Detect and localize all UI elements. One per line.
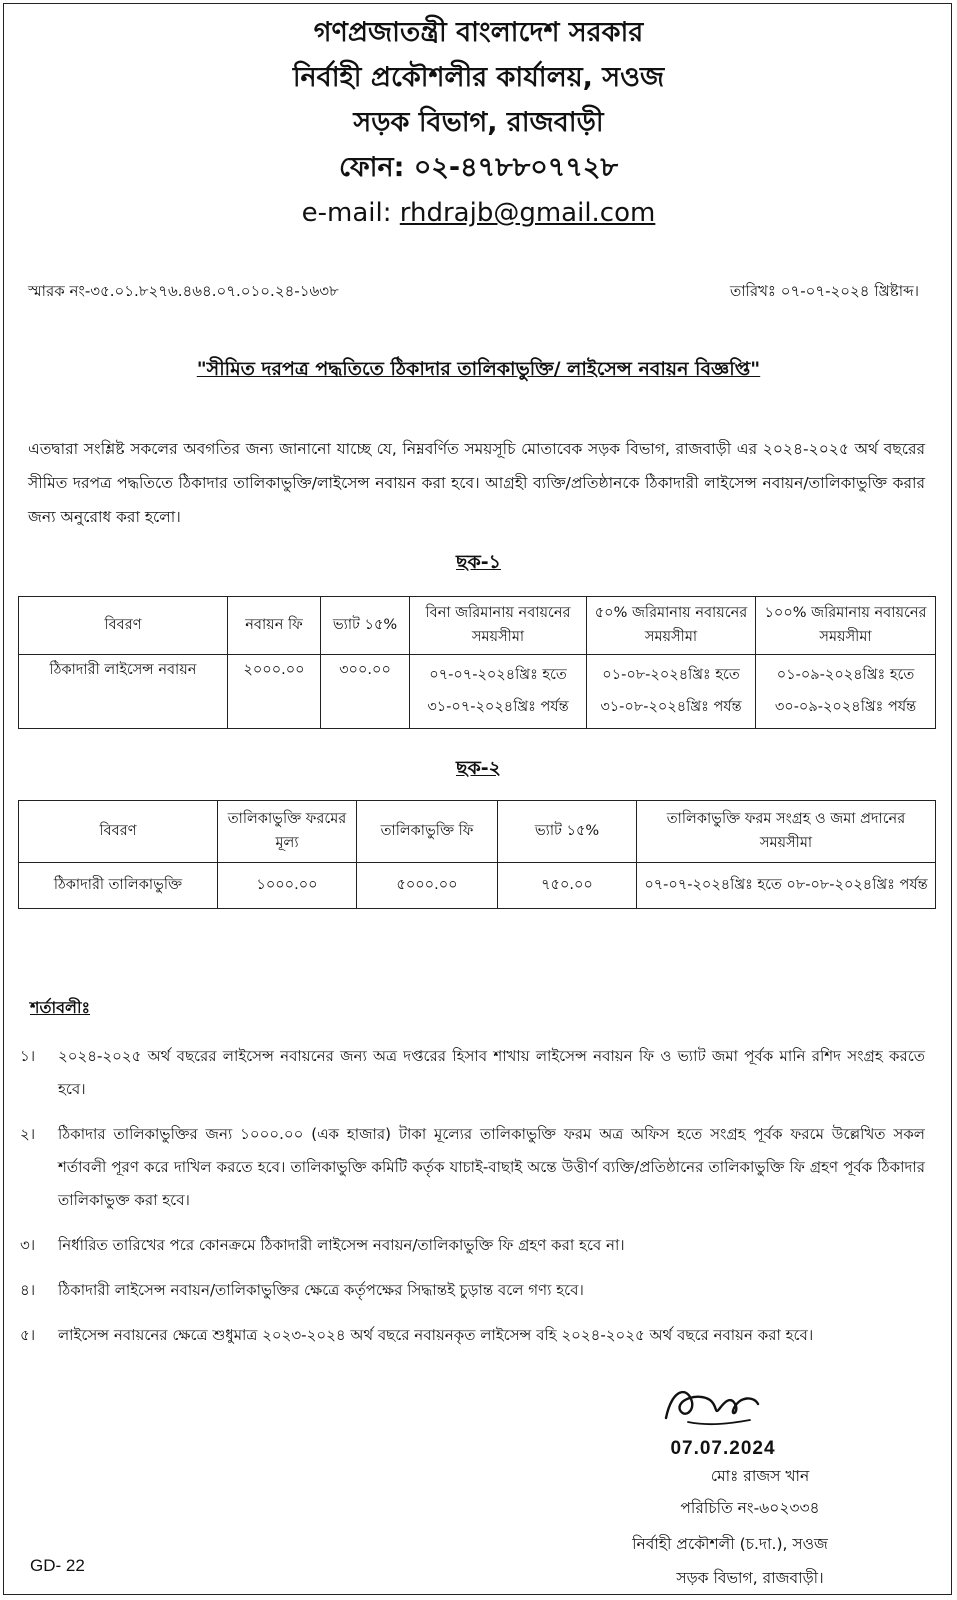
header-cell: ১০০% জরিমানায় নবায়নের সময়সীমা: [756, 597, 936, 655]
period-from: ০১-০৮-২০২৪খ্রিঃ হতে: [602, 666, 740, 683]
notice-title-text: "সীমিত দরপত্র পদ্ধতিতে ঠিকাদার তালিকাভুক্তি/ লাইসেন্স নবায়ন বিজ্ঞপ্তি": [196, 358, 761, 380]
list-item: [20, 1040, 925, 1106]
table-header-row: [19, 597, 936, 655]
table-row: [19, 655, 936, 729]
cell-fee: ৫০০০.০০: [357, 863, 498, 909]
signatory-designation: নির্বাহী প্রকৌশলী (চ.দা.), সওজ: [632, 1535, 828, 1553]
list-item: [20, 1319, 925, 1352]
cell-form-price: ১০০০.০০: [218, 863, 357, 909]
cell-period: ০৭-০৭-২০২৪খ্রিঃ হতে ০৮-০৮-২০২৪খ্রিঃ পর্যন্ত: [637, 863, 936, 909]
cell-period-100-fine: [756, 655, 936, 729]
signatory-id: পরিচিতি নং-৬০২৩৩৪: [680, 1499, 820, 1517]
intro-paragraph: এতদ্বারা সংশ্লিষ্ট সকলের অবগতির জন্য জানানো যাচ্ছে যে, নিম্নবর্ণিত সময়সূচি মোতাবেক সড়ক বিভাগ, রাজবাড়ী এর ২০২৪-২০২৫ অর্থ বছরের সীমিত দরপত্র পদ্ধতিতে ঠিকাদার তালিকাভুক্তি/লাইসেন্স নবায়ন করা হবে। আগ্রহী ব্যক্তি/প্রতিষ্ঠানকে ঠিকাদারী লাইসেন্স নবায়ন/তালিকাভুক্তি করার জন্য অনুরোধ করা হলো।: [28, 440, 925, 526]
period-to: ৩০-০৯-২০২৪খ্রিঃ পর্যন্ত: [774, 698, 917, 715]
terms-list: [20, 1040, 925, 1364]
header-phone: ফোন: ০২-৪৭৮৮০৭৭২৮: [338, 152, 618, 183]
cell-period-50-fine: [587, 655, 756, 729]
term-text: ২০২৪-২০২৫ অর্থ বছরের লাইসেন্স নবায়নের জন্য অত্র দপ্তরের হিসাব শাখায় লাইসেন্স নবায়ন ফি ও ভ্যাট জমা পূর্বক মানি রশিদ সংগ্রহ করতে হবে।: [58, 1047, 925, 1098]
term-text: লাইসেন্স নবায়নের ক্ষেত্রে শুধুমাত্র ২০২৩-২০২৪ অর্থ বছরে নবায়নকৃত লাইসেন্স বহি ২০২৪-২০২৫ অর্থ বছরে নবায়ন করা হবে।: [58, 1326, 814, 1344]
header-government: গণপ্রজাতন্ত্রী বাংলাদেশ সরকার: [313, 17, 644, 48]
term-text: নির্ধারিত তারিখের পরে কোনক্রমে ঠিকাদারী লাইসেন্স নবায়ন/তালিকাভুক্তি ফি গ্রহণ করা হবে না।: [58, 1236, 625, 1254]
period-from: ০৭-০৭-২০২৪খ্রিঃ হতে: [429, 666, 567, 683]
list-item: [20, 1274, 925, 1307]
list-item: [20, 1229, 925, 1262]
table1-caption: [0, 548, 957, 580]
header-cell: বিবরণ: [19, 801, 218, 863]
table2-caption-text: ছক-২: [455, 757, 502, 779]
term-text: ঠিকাদার তালিকাভুক্তির জন্য ১০০০.০০ (এক হাজার) টাকা মূল্যের তালিকাভুক্তি ফরম অত্র অফিস হতে সংগ্রহ পূর্বক ফরমে উল্লেখিত সকল শর্তাবলী পূরণ করে দাখিল করতে হবে। তালিকাভুক্তি কমিটি কর্তৃক যাচাই-বাছাই অন্তে উত্তীর্ণ ব্যক্তি/প্রতিষ্ঠানের তালিকাভুক্তি ফি গ্রহণ পূর্বক ঠিকাদার তালিকাভুক্ত করা হবে।: [58, 1125, 925, 1209]
term-number: ৫।: [20, 1326, 36, 1344]
period-to: ৩১-০৭-২০২৪খ্রিঃ পর্যন্ত: [427, 698, 569, 715]
signature-date: 07.07.2024: [670, 1438, 776, 1459]
header-cell: তালিকাভুক্তি ফি: [357, 801, 498, 863]
table1-caption-text: ছক-১: [455, 551, 502, 573]
cell-period-no-fine: [410, 655, 587, 729]
table2-caption: [0, 754, 957, 786]
signature-mark: [658, 1378, 768, 1438]
memo-date: তারিখঃ ০৭-০৭-২০২৪ খ্রিষ্টাব্দ।: [729, 282, 919, 300]
header-cell: ভ্যাট ১৫%: [321, 597, 410, 655]
period-from: ০১-০৯-২০২৪খ্রিঃ হতে: [776, 666, 915, 683]
email-label: e-mail:: [301, 198, 400, 228]
list-item: [20, 1118, 925, 1217]
footer-code: GD- 22: [30, 1556, 85, 1575]
signatory-name: মোঃ রাজস খান: [710, 1467, 810, 1485]
term-text: ঠিকাদারী লাইসেন্স নবায়ন/তালিকাভুক্তির ক্ষেত্রে কর্তৃপক্ষের সিদ্ধান্তই চুড়ান্ত বলে গণ্য হবে।: [58, 1281, 584, 1299]
term-number: ১।: [20, 1047, 36, 1065]
table-header-row: [19, 801, 936, 863]
notice-title: [0, 355, 957, 387]
term-number: ৩।: [20, 1236, 36, 1254]
cell-vat: ৩০০.০০: [321, 655, 410, 729]
header-cell: বিনা জরিমানায় নবায়নের সময়সীমা: [410, 597, 587, 655]
header-cell: বিবরণ: [19, 597, 228, 655]
cell-fee: ২০০০.০০: [228, 655, 321, 729]
header-email-line: [0, 198, 957, 228]
header-office: নির্বাহী প্রকৌশলীর কার্যালয়, সওজ: [292, 62, 665, 93]
table-row: [19, 863, 936, 909]
cell-description: ঠিকাদারী লাইসেন্স নবায়ন: [19, 655, 228, 729]
email-link[interactable]: rhdrajb@gmail.com: [399, 198, 656, 228]
term-number: ২।: [20, 1125, 36, 1143]
memo-reference: স্মারক নং-৩৫.০১.৮২৭৬.৪৬৪.০৭.০১০.২৪-১৬৩৮: [28, 282, 339, 300]
cell-description: ঠিকাদারী তালিকাভুক্তি: [19, 863, 218, 909]
period-to: ৩১-০৮-২০২৪খ্রিঃ পর্যন্ত: [600, 698, 742, 715]
header-cell: ভ্যাট ১৫%: [498, 801, 637, 863]
term-number: ৪।: [20, 1281, 36, 1299]
signatory-office: সড়ক বিভাগ, রাজবাড়ী।: [676, 1569, 824, 1587]
header-division: সড়ক বিভাগ, রাজবাড়ী: [353, 107, 604, 138]
header-cell: তালিকাভুক্তি ফরম সংগ্রহ ও জমা প্রদানের সময়সীমা: [637, 801, 936, 863]
header-cell: তালিকাভুক্তি ফরমের মূল্য: [218, 801, 357, 863]
enlistment-table: [18, 800, 936, 909]
terms-heading-text: শর্তাবলীঃ: [30, 998, 91, 1017]
cell-vat: ৭৫০.০০: [498, 863, 637, 909]
header-cell: ৫০% জরিমানায় নবায়নের সময়সীমা: [587, 597, 756, 655]
terms-heading: [30, 995, 90, 1022]
renewal-table: [18, 596, 936, 729]
header-cell: নবায়ন ফি: [228, 597, 321, 655]
